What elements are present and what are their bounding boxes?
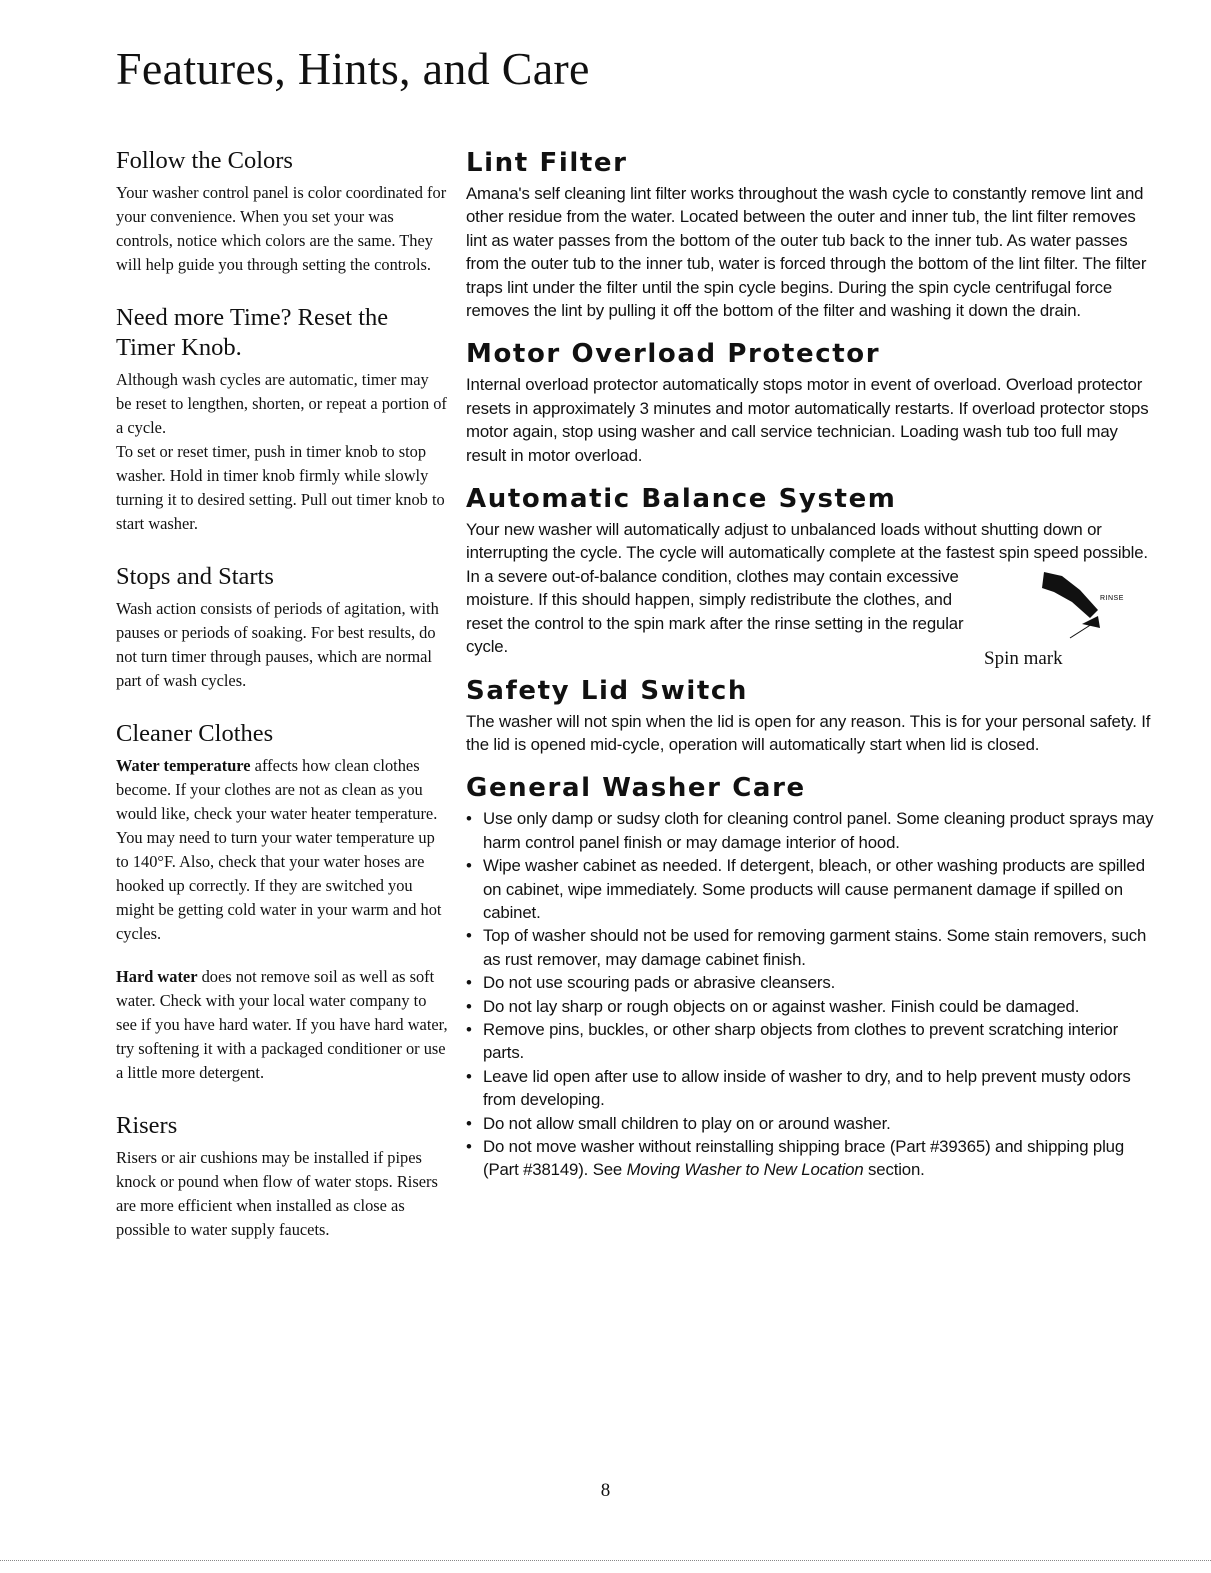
heading-risers: Risers bbox=[116, 1112, 178, 1139]
bottom-divider bbox=[0, 1560, 1211, 1562]
text-lint-filter: Amana's self cleaning lint filter works throughout the wash cycle to constantly remove lint and other residue from the water. Located between the outer and inner tub, the lint filter removes lint as water passes from the bottom of the outer tub back to the inner tub. As water passes from the outer tub to the inner tub, water is forced through the bottom of the lint filter. The filter traps lint under the filter until the spin cycle begins. During the spin cycle centrifugal force removes the lint by pulling it off the bottom of the filter and washing it down the drain. bbox=[466, 184, 1147, 321]
list-item-text: Use only damp or sudsy cloth for cleaning control panel. Some cleaning product sprays may harm control panel finish or may damage interior of hood. bbox=[483, 809, 1154, 852]
right-column bbox=[466, 146, 1156, 1197]
text-water-temperature bbox=[116, 754, 448, 946]
section-risers bbox=[116, 1111, 448, 1242]
spin-mark-leader-line bbox=[1070, 624, 1092, 638]
bullet-glyph: • bbox=[466, 856, 472, 876]
text-risers: Risers or air cushions may be installed if pipes knock or pound when flow of water stops. Risers are more efficient when installed as close as possible to water supply faucets. bbox=[116, 1148, 438, 1239]
list-item-text: Top of washer should not be used for removing garment stains. Some stain removers, such as rust remover, may damage cabinet finish. bbox=[483, 926, 1147, 969]
list-item-text: Remove pins, buckles, or other sharp objects from clothes to prevent scratching interior parts. bbox=[483, 1019, 1119, 1063]
bullet-glyph: • bbox=[466, 809, 472, 829]
list-item bbox=[466, 854, 1156, 924]
section-reset-timer bbox=[116, 303, 448, 536]
heading-balance-system: Automatic Balance System bbox=[466, 484, 897, 515]
section-balance-system bbox=[466, 482, 1156, 670]
heading-follow-colors: Follow the Colors bbox=[116, 147, 293, 174]
list-item bbox=[466, 1018, 1156, 1065]
text-balance-1: Your new washer will automatically adjust to unbalanced loads without shutting down or interrupting the cycle. The cycle will automatically complete at the fastest spin speed possible. bbox=[466, 520, 1148, 563]
heading-stops-starts: Stops and Starts bbox=[116, 563, 274, 590]
page-number: 8 bbox=[600, 1480, 611, 1501]
list-item-text: Do not lay sharp or rough objects on or against washer. Finish could be damaged. bbox=[483, 996, 1080, 1016]
left-column bbox=[116, 146, 448, 1268]
list-item-text: Do not move washer without reinstalling shipping brace (Part #39365) and shipping plug (Part #38149). See bbox=[483, 1137, 1125, 1180]
heading-general-care: General Washer Care bbox=[466, 773, 806, 804]
heading-safety-lid: Safety Lid Switch bbox=[466, 675, 748, 706]
bullet-glyph: • bbox=[466, 926, 472, 946]
moving-washer-reference: Moving Washer to New Location bbox=[626, 1160, 864, 1180]
lead-water-temperature: Water temperature bbox=[116, 756, 251, 775]
list-item bbox=[466, 1065, 1156, 1112]
text-balance-2: In a severe out-of-balance condition, clothes may contain excessive moisture. If this should happen, simply redistribute the clothes, and reset the control to the spin mark after the rinse setting in the regular cycle. bbox=[466, 566, 964, 657]
text-reset-timer-2: To set or reset timer, push in timer knob to stop washer. Hold in timer knob firmly while slowly turning it to desired setting. Pull out timer knob to start washer. bbox=[116, 442, 445, 533]
text-reset-timer-1: Although wash cycles are automatic, timer may be reset to lengthen, shorten, or repeat a portion of a cycle. bbox=[116, 370, 447, 437]
bullet-glyph: • bbox=[466, 996, 472, 1016]
text-hard-water bbox=[116, 965, 448, 1085]
section-stops-starts bbox=[116, 562, 448, 693]
text-water-temperature-body: affects how clean clothes become. If your clothes are not as clean as you would like, check your water heater temperature. You may need to turn your water temperature up to 140°F. Also, check that your water hoses are hooked up correctly. If they are switched you might be getting cold water in your warm and hot cycles. bbox=[116, 756, 442, 943]
spin-mark-caption: Spin mark bbox=[984, 648, 1063, 670]
bullet-glyph: • bbox=[466, 1137, 472, 1156]
list-item-text: Do not allow small children to play on or around washer. bbox=[483, 1113, 891, 1133]
bullet-glyph: • bbox=[466, 1066, 472, 1086]
heading-cleaner-clothes: Cleaner Clothes bbox=[116, 720, 274, 747]
list-item bbox=[466, 995, 1156, 1018]
list-item-text: Leave lid open after use to allow inside of washer to dry, and to help prevent musty odors from developing. bbox=[483, 1066, 1131, 1110]
section-safety-lid bbox=[466, 674, 1156, 757]
text-hard-water-body: does not remove soil as well as soft water. Check with your local water company to see if you have hard water. If you have hard water, try softening it with a packaged conditioner or use a little more detergent. bbox=[116, 967, 448, 1082]
text-motor-overload: Internal overload protector automatically stops motor in event of overload. Overload protector resets in approximately 3 minutes and motor automatically restarts. If overload protector stops motor again, stop using washer and call service technician. Loading wash tub too full may result in motor overload. bbox=[466, 375, 1149, 465]
section-general-care bbox=[466, 771, 1156, 1182]
section-motor-overload bbox=[466, 337, 1156, 467]
list-item bbox=[466, 1135, 1156, 1182]
bullet-glyph: • bbox=[466, 973, 472, 993]
list-item-text: Do not use scouring pads or abrasive cleansers. bbox=[483, 973, 836, 993]
bullet-glyph: • bbox=[466, 1019, 472, 1039]
heading-reset-timer: Need more Time? Reset the Timer Knob. bbox=[116, 304, 389, 361]
heading-motor-overload: Motor Overload Protector bbox=[466, 339, 881, 370]
text-safety-lid: The washer will not spin when the lid is open for any reason. This is for your personal safety. If the lid is opened mid-cycle, operation will automatically start when lid is closed. bbox=[466, 711, 1151, 754]
care-list bbox=[466, 807, 1156, 1182]
list-item bbox=[466, 971, 1156, 994]
dial-pointer-shape bbox=[1042, 572, 1098, 618]
dial-rinse-label: RINSE bbox=[1100, 595, 1124, 603]
page-title: Features, Hints, and Care bbox=[116, 43, 590, 94]
text-follow-colors: Your washer control panel is color coordinated for your convenience. When you set your was controls, notice which colors are the same. They will help guide you through setting the controls. bbox=[116, 183, 447, 274]
text-stops-starts: Wash action consists of periods of agitation, with pauses or periods of soaking. For best results, do not turn timer through pauses, which are normal part of wash cycles. bbox=[116, 599, 439, 690]
list-item bbox=[466, 924, 1156, 971]
lead-hard-water: Hard water bbox=[116, 967, 198, 986]
list-item bbox=[466, 1112, 1156, 1135]
heading-lint-filter: Lint Filter bbox=[466, 148, 628, 178]
bullet-glyph: • bbox=[466, 1113, 472, 1133]
section-lint-filter bbox=[466, 146, 1156, 322]
spin-mark-arrow-icon bbox=[1082, 616, 1100, 628]
list-item-text: Wipe washer cabinet as needed. If detergent, bleach, or other washing products are spilled on cabinet, wipe immediately. Some products will cause permanent damage if spilled on cabinet. bbox=[483, 856, 1145, 922]
list-item bbox=[466, 807, 1156, 854]
list-item-text-end: section. bbox=[863, 1160, 925, 1180]
section-cleaner-clothes bbox=[116, 719, 448, 1085]
section-follow-colors bbox=[116, 146, 448, 277]
